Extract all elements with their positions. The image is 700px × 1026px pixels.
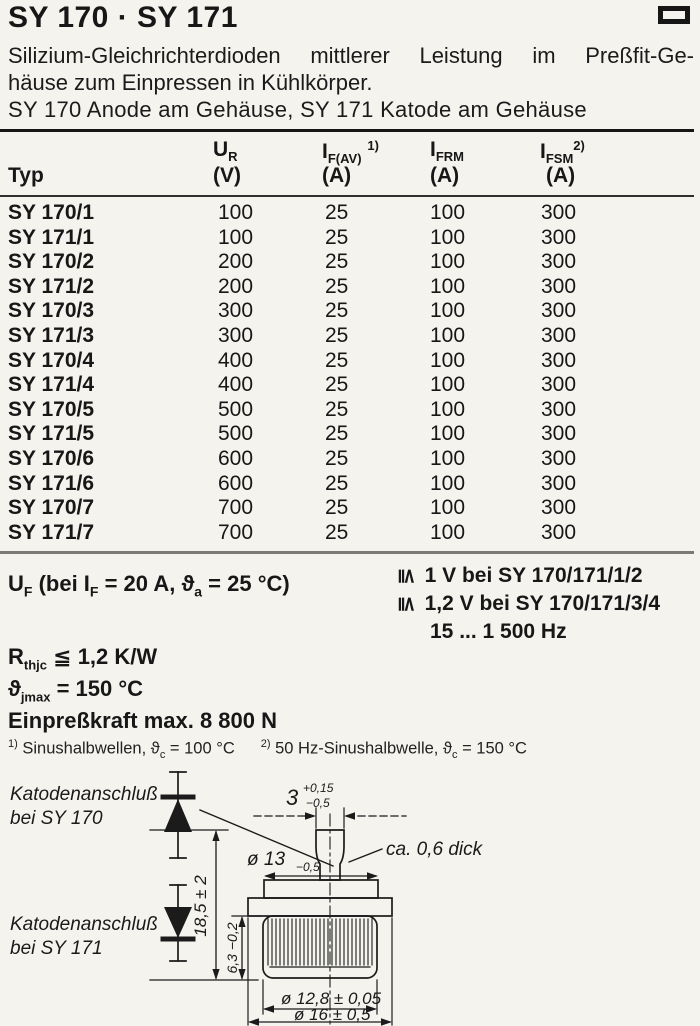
table-row: [0, 521, 700, 546]
col-unit-ifav: (A): [322, 164, 352, 187]
col-header-ur: $U_R$: [213, 138, 238, 165]
cell-value: 300: [541, 274, 577, 298]
cell-value: 600: [218, 471, 254, 495]
cell-value: 25: [325, 201, 349, 224]
table-row: [0, 324, 700, 349]
diode-symbol-sy171: [163, 885, 193, 961]
less-equal-icon: ≦: [395, 567, 419, 585]
cell-value: 100: [430, 373, 466, 397]
cell-value: 100: [430, 225, 466, 249]
cathode-label-sy171: Katodenanschluß: [10, 914, 158, 935]
cell-typ: SY 170/1: [8, 201, 95, 224]
cell-value: 100: [430, 274, 466, 298]
description-line: SY 170 Anode am Gehäuse, SY 171 Katode am Gehäuse: [8, 97, 587, 122]
cell-value: 300: [218, 323, 254, 347]
cathode-label-sy170: bei SY 170: [10, 808, 103, 829]
cell-value: 25: [325, 422, 349, 446]
cell-value: 25: [325, 348, 349, 372]
uf-values: [395, 562, 661, 646]
cell-typ: SY 171/5: [8, 422, 95, 446]
cell-value: 25: [325, 225, 349, 249]
thickness-leader: [349, 849, 382, 862]
cell-value: 100: [430, 397, 466, 421]
cell-value: 100: [430, 446, 466, 470]
thickness-label: ca. 0,6 dick: [386, 839, 483, 860]
cell-value: 400: [218, 373, 254, 397]
cell-value: 100: [430, 299, 466, 323]
cell-value: 25: [325, 323, 349, 347]
cell-typ: SY 171/4: [8, 373, 95, 397]
table-row: [0, 422, 700, 447]
col-header-ifav: $I_{F(AV)}$ $^{1)}$: [322, 138, 379, 167]
col-unit-ifrm: (A): [430, 164, 460, 187]
cell-value: 700: [218, 520, 254, 544]
dim-hub-dia: [264, 872, 378, 880]
table-row: [0, 275, 700, 300]
dim-tol-plus: +0,15: [303, 781, 334, 795]
cell-value: 300: [541, 520, 577, 544]
cell-value: 25: [325, 446, 349, 470]
uf-value-line: ≦ 1,2 V bei SY 170/171/3/4: [398, 590, 660, 618]
footnotes: $^{1)}$ Sinushalbwellen, $ϑ_c = 100$ °C $^{2)}$ 50 Hz-Sinushalbwelle, $ϑ_c = 150$ °C: [8, 738, 527, 761]
cell-value: 300: [541, 201, 577, 224]
cell-value: 600: [218, 446, 254, 470]
dim-tol-hub: −0,5: [296, 860, 320, 874]
col-header-ifrm: $I_{FRM}$: [430, 138, 465, 165]
table-row: [0, 447, 700, 472]
cell-value: 100: [430, 201, 466, 224]
diode-symbol-sy170: [163, 772, 193, 858]
cell-value: 300: [541, 397, 577, 421]
cell-value: 300: [541, 323, 577, 347]
dim-label-hub-dia: ø 13: [247, 849, 286, 870]
cell-value: 300: [541, 496, 577, 520]
uf-spec: $U_F$ (bei $I_F = 20$ A, $ϑ_a = 25$ °C): [8, 571, 290, 600]
cell-value: 300: [541, 373, 577, 397]
col-unit-ifsm: (A): [546, 164, 576, 187]
table-row: [0, 349, 700, 374]
col-header-typ: Typ: [8, 164, 44, 187]
corner-rectangle-icon: [658, 6, 690, 24]
cell-value: 100: [430, 422, 466, 446]
cell-value: 100: [218, 201, 254, 224]
table-row: [0, 398, 700, 423]
cell-typ: SY 170/7: [8, 496, 95, 520]
knurl-hatch: [268, 919, 372, 965]
table-row: [0, 250, 700, 275]
cell-typ: SY 171/6: [8, 471, 95, 495]
table-body: [0, 201, 700, 545]
cell-value: 100: [430, 348, 466, 372]
dim-label-knurl-height: 6,3 −0,2: [224, 922, 240, 974]
col-unit-ur: (V): [213, 164, 241, 187]
less-equal-icon: ≦: [395, 595, 419, 613]
cell-value: 25: [325, 373, 349, 397]
table-row: [0, 373, 700, 398]
col-header-ifsm: $I_{FSM}^{2)}$: [540, 138, 585, 167]
cathode-label-sy170: Katodenanschluß: [10, 784, 158, 805]
cell-value: 100: [430, 471, 466, 495]
table-row: [0, 201, 700, 226]
table-top-rule: [0, 129, 694, 132]
cell-value: 25: [325, 250, 349, 274]
cell-value: 25: [325, 397, 349, 421]
cell-typ: SY 171/3: [8, 323, 95, 347]
cell-value: 300: [541, 250, 577, 274]
tjmax-spec: $ϑ_{jmax} = 150$ °C: [8, 676, 144, 705]
dim-label-knurl-dia: ø 12,8 ± 0,05: [281, 989, 382, 1008]
cell-value: 400: [218, 348, 254, 372]
cell-value: 300: [541, 422, 577, 446]
cell-typ: SY 170/2: [8, 250, 95, 274]
page-title: SY 170 · SY 171: [8, 1, 238, 34]
cell-value: 200: [218, 250, 254, 274]
cell-value: 25: [325, 520, 349, 544]
cell-value: 100: [430, 520, 466, 544]
cathode-label-sy171: bei SY 171: [10, 938, 103, 959]
cell-value: 25: [325, 471, 349, 495]
cell-value: 200: [218, 274, 254, 298]
package-drawing: [0, 758, 700, 1026]
cell-value: 300: [541, 299, 577, 323]
cell-typ: SY 170/6: [8, 446, 95, 470]
uf-value-line: ≦ 1 V bei SY 170/171/1/2: [398, 562, 660, 590]
cell-value: 300: [541, 446, 577, 470]
table-row: [0, 496, 700, 521]
cell-typ: SY 170/4: [8, 348, 95, 372]
table-row: [0, 226, 700, 251]
cell-value: 300: [541, 471, 577, 495]
cell-value: 25: [325, 274, 349, 298]
cell-value: 25: [325, 299, 349, 323]
cell-value: 300: [541, 348, 577, 372]
cell-value: 500: [218, 422, 254, 446]
cell-value: 100: [430, 323, 466, 347]
cell-value: 500: [218, 397, 254, 421]
dim-label-total-height: 18,5 ± 2: [191, 875, 210, 937]
cell-typ: SY 170/3: [8, 299, 95, 323]
cell-value: 300: [218, 299, 254, 323]
cell-value: 25: [325, 496, 349, 520]
table-row: [0, 472, 700, 497]
cell-value: 100: [430, 250, 466, 274]
dim-label-pin-width: 3: [286, 785, 299, 810]
cell-typ: SY 171/1: [8, 225, 95, 249]
frequency-range: 15 ... 1 500 Hz: [430, 620, 567, 643]
cell-typ: SY 170/5: [8, 397, 95, 421]
cell-typ: SY 171/2: [8, 274, 95, 298]
rth-spec: $R_{thjc}$ ≦ 1,2 K/W: [8, 644, 158, 673]
press-force-spec: Einpreßkraft max. 8 800 N: [8, 708, 278, 733]
cell-value: 300: [541, 225, 577, 249]
description-line: Silizium-Gleichrichterdioden mittlerer Leistung im Preßfit-Ge-: [8, 43, 694, 68]
dim-label-flange-dia: ø 16 ± 0,5: [294, 1005, 371, 1024]
dim-tol-minus: −0,5: [306, 796, 330, 810]
header-rule: [0, 195, 694, 197]
description-line: häuse zum Einpressen in Kühlkörper.: [8, 70, 373, 95]
table-bottom-rule: [0, 551, 694, 554]
cell-typ: SY 171/7: [8, 520, 95, 544]
cell-value: 700: [218, 496, 254, 520]
table-row: [0, 299, 700, 324]
cell-value: 100: [430, 496, 466, 520]
cell-value: 100: [218, 225, 254, 249]
